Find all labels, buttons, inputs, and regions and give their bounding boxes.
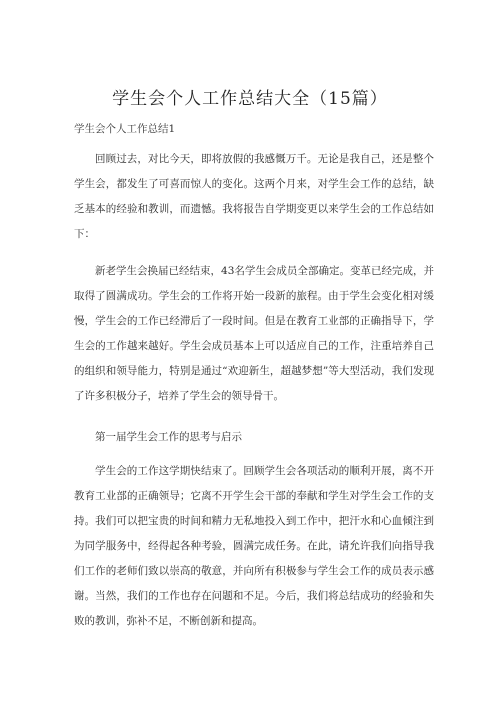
body-paragraph: 回顾过去，对比今天，即将放假的我感慨万千。无论是我自己，还是整个学生会，都发生了可喜而惊人的变化。这两个月来，对学生会工作的总结，缺乏基本的经验和教训，而遗憾。我将报告自学期变更以来学生会的工作总结如下： <box>74 153 434 240</box>
section-paragraph: 学生会的工作这学期快结束了。回顾学生会各项活动的顺利开展，离不开教育工业部的正确领导；它离不开学生会干部的奉献和学生对学生会工作的支持。我们可以把宝贵的时间和精力无私地投入到工作中，把汗水和心血倾注到为同学服务中，经得起各种考验，圆满完成任务。在此，请允许我们向指导我们工作的老师们致以崇高的敬意，并向所有积极参与学生会工作的成员表示感谢。当然，我们的工作也存在问题和不足。今后，我们将总结成功的经验和失败的教训，弥补不足，不断创新和提高。 <box>74 465 434 627</box>
body-paragraph: 新老学生会换届已经结束，43名学生会成员全部确定。变革已经完成，并取得了圆满成功。学生会的工作将开始一段新的旅程。由于学生会变化相对缓慢，学生会的工作已经滞后了一段时间。但是在教育工业部的正确指导下，学生会的工作越来越好。学生会成员基本上可以适应自己的工作，注重培养自己的组织和领导能力，特别是通过“欢迎新生，超越梦想”等大型活动，我们发现了许多积极分子，培养了学生会的领导骨干。 <box>74 265 434 402</box>
document-title: 学生会个人工作总结大全（15篇） <box>112 89 388 109</box>
document-subtitle: 学生会个人工作总结1 <box>74 123 176 135</box>
section-heading: 第一届学生会工作的思考与启示 <box>95 431 242 443</box>
